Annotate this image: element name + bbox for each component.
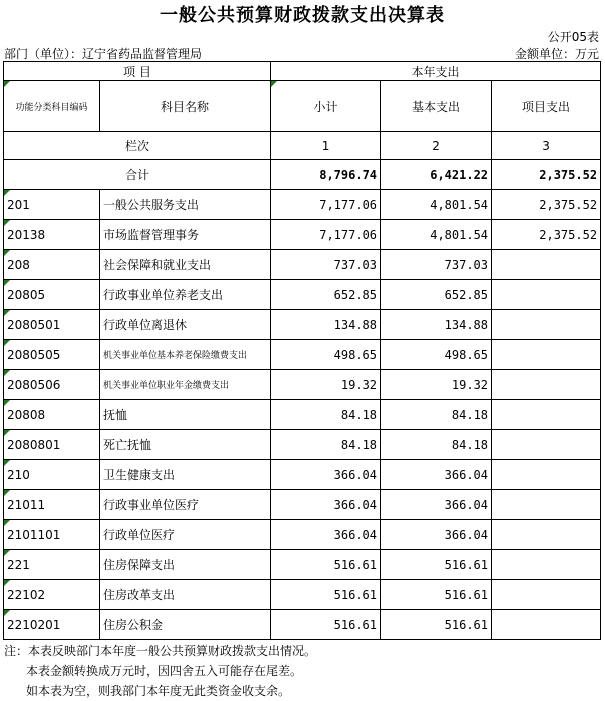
row-project [492, 400, 601, 430]
row-name: 抚恤 [100, 400, 271, 430]
unit-label: 金额单位：万元 [514, 47, 599, 61]
row-name: 死亡抚恤 [100, 430, 271, 460]
row-project [492, 430, 601, 460]
column-index-1: 1 [271, 132, 381, 160]
row-code: 2080505 [4, 340, 100, 370]
row-subtotal: 7,177.06 [271, 190, 381, 220]
row-subtotal: 366.04 [271, 490, 381, 520]
row-name: 住房公积金 [100, 610, 271, 640]
row-basic: 84.18 [381, 430, 492, 460]
row-project [492, 340, 601, 370]
total-basic: 6,421.22 [381, 160, 492, 190]
row-subtotal: 737.03 [271, 250, 381, 280]
row-subtotal: 366.04 [271, 520, 381, 550]
table-row [4, 580, 601, 610]
row-subtotal: 7,177.06 [271, 220, 381, 250]
row-name: 住房保障支出 [100, 550, 271, 580]
note-line: 如本表为空，则我部门本年度无此类资金收支余。 [26, 684, 291, 698]
row-project: 2,375.52 [492, 190, 601, 220]
row-code: 2080506 [4, 370, 100, 400]
header-year-expense: 本年支出 [271, 62, 601, 81]
row-project [492, 460, 601, 490]
row-name: 一般公共服务支出 [100, 190, 271, 220]
table-row [4, 310, 601, 340]
row-code: 22102 [4, 580, 100, 610]
row-name: 行政单位离退休 [100, 310, 271, 340]
header-basic: 基本支出 [381, 81, 492, 132]
row-project: 2,375.52 [492, 220, 601, 250]
total-project: 2,375.52 [492, 160, 601, 190]
header-subtotal: 小计 [271, 81, 381, 132]
row-project [492, 520, 601, 550]
row-project [492, 310, 601, 340]
row-project [492, 280, 601, 310]
row-name: 机关事业单位职业年金缴费支出 [100, 370, 271, 400]
table-row [4, 400, 601, 430]
table-row [4, 430, 601, 460]
row-subtotal: 134.88 [271, 310, 381, 340]
total-subtotal: 8,796.74 [271, 160, 381, 190]
table-row [4, 220, 601, 250]
page-title: 一般公共预算财政拨款支出决算表 [160, 5, 445, 26]
table-row [4, 370, 601, 400]
row-code: 201 [4, 190, 100, 220]
row-basic: 498.65 [381, 340, 492, 370]
row-code: 221 [4, 550, 100, 580]
row-subtotal: 84.18 [271, 400, 381, 430]
row-basic: 134.88 [381, 310, 492, 340]
table-row [4, 520, 601, 550]
column-index-label: 栏次 [4, 132, 271, 160]
row-subtotal: 652.85 [271, 280, 381, 310]
row-basic: 84.18 [381, 400, 492, 430]
table-row [4, 610, 601, 640]
column-index-2: 2 [381, 132, 492, 160]
row-subtotal: 366.04 [271, 460, 381, 490]
row-code: 208 [4, 250, 100, 280]
row-name: 卫生健康支出 [100, 460, 271, 490]
note-line: 注：本表反映部门本年度一般公共预算财政拨款支出情况。 [4, 644, 317, 658]
row-code: 21011 [4, 490, 100, 520]
header-subject-name: 科目名称 [100, 81, 271, 132]
table-row [4, 190, 601, 220]
row-basic: 516.61 [381, 580, 492, 610]
row-basic: 516.61 [381, 610, 492, 640]
row-name: 市场监督管理事务 [100, 220, 271, 250]
table-code: 公开05表 [547, 30, 599, 44]
row-subtotal: 84.18 [271, 430, 381, 460]
table-row [4, 340, 601, 370]
header-func-code: 功能分类科目编码 [4, 81, 100, 132]
row-subtotal: 19.32 [271, 370, 381, 400]
row-basic: 366.04 [381, 460, 492, 490]
row-name: 行政事业单位医疗 [100, 490, 271, 520]
header-project: 项 目 [4, 62, 271, 81]
row-subtotal: 516.61 [271, 610, 381, 640]
row-subtotal: 516.61 [271, 550, 381, 580]
department-label: 部门（单位）：辽宁省药品监督管理局 [4, 47, 203, 61]
row-project [492, 580, 601, 610]
row-project [492, 610, 601, 640]
row-code: 2210201 [4, 610, 100, 640]
header-project-expense: 项目支出 [492, 81, 601, 132]
row-subtotal: 516.61 [271, 580, 381, 610]
notes [4, 641, 316, 701]
row-basic: 366.04 [381, 490, 492, 520]
table-row [4, 550, 601, 580]
expense-table [3, 61, 601, 640]
column-index-3: 3 [492, 132, 601, 160]
row-subtotal: 498.65 [271, 340, 381, 370]
total-label: 合计 [4, 160, 271, 190]
row-name: 行政事业单位养老支出 [100, 280, 271, 310]
row-basic: 4,801.54 [381, 190, 492, 220]
row-name: 住房改革支出 [100, 580, 271, 610]
row-name: 社会保障和就业支出 [100, 250, 271, 280]
row-name: 机关事业单位基本养老保险缴费支出 [100, 340, 271, 370]
row-project [492, 490, 601, 520]
note-line: 本表金额转换成万元时，因四舍五入可能存在尾差。 [26, 664, 303, 678]
row-code: 210 [4, 460, 100, 490]
row-project [492, 550, 601, 580]
row-code: 20808 [4, 400, 100, 430]
row-basic: 737.03 [381, 250, 492, 280]
row-basic: 516.61 [381, 550, 492, 580]
table-row [4, 490, 601, 520]
row-project [492, 370, 601, 400]
table-row [4, 250, 601, 280]
row-project [492, 250, 601, 280]
row-basic: 652.85 [381, 280, 492, 310]
table-row [4, 460, 601, 490]
table-row [4, 280, 601, 310]
row-basic: 19.32 [381, 370, 492, 400]
row-name: 行政单位医疗 [100, 520, 271, 550]
row-basic: 366.04 [381, 520, 492, 550]
row-basic: 4,801.54 [381, 220, 492, 250]
row-code: 2080801 [4, 430, 100, 460]
row-code: 20805 [4, 280, 100, 310]
row-code: 2101101 [4, 520, 100, 550]
row-code: 20138 [4, 220, 100, 250]
row-code: 2080501 [4, 310, 100, 340]
